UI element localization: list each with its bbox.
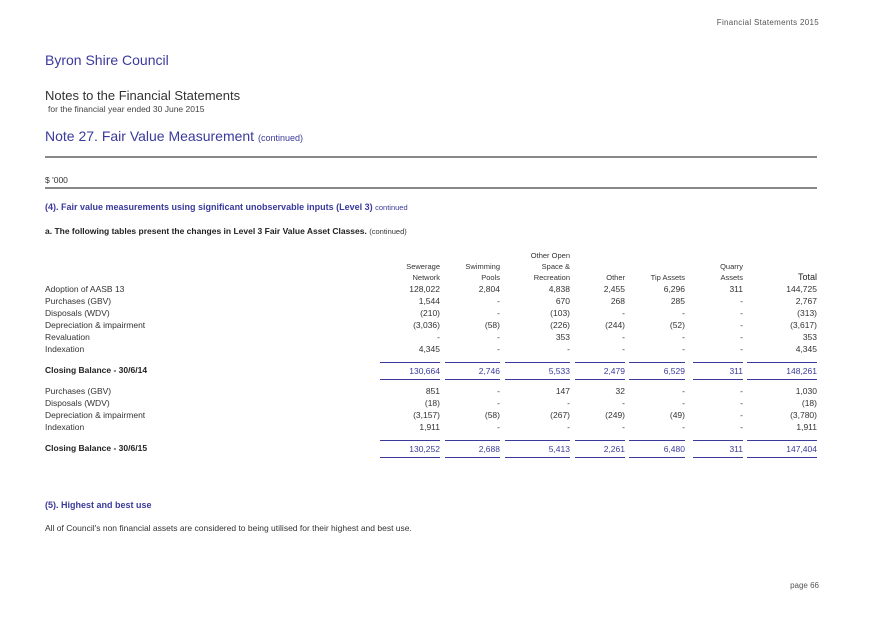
table-cell: (3,617) [790, 320, 817, 330]
table-cell: 2,804 [478, 284, 500, 294]
column-header-swimming [445, 247, 500, 283]
table-cell: - [740, 398, 743, 408]
subsection-a-continued: (continued) [369, 227, 407, 236]
table-cell: (210) [420, 308, 440, 318]
table-cell: (49) [669, 410, 685, 420]
section-4-continued: continued [375, 203, 408, 212]
table-row [45, 319, 817, 331]
table-cell: 148,261 [747, 362, 817, 380]
row-label: Purchases (GBV) [45, 296, 112, 306]
subsection-a-title: a. The following tables present the changes in Level 3 Fair Value Asset Classes. [45, 226, 367, 236]
table-cell: 268 [610, 296, 625, 306]
table-row [45, 397, 817, 409]
divider-top [45, 156, 817, 158]
table-cell: 311 [693, 440, 743, 458]
table-cell: - [497, 422, 500, 432]
table-row [45, 295, 817, 307]
table-row [45, 385, 817, 397]
table-cell: 851 [425, 386, 440, 396]
table-cell: - [567, 422, 570, 432]
row-label: Disposals (WDV) [45, 308, 110, 318]
table-cell: - [682, 332, 685, 342]
table-cell: (103) [550, 308, 570, 318]
table-cell: 2,688 [445, 440, 500, 458]
table-cell: 5,413 [505, 440, 570, 458]
table-cell: - [682, 308, 685, 318]
table-row [45, 307, 817, 319]
units-label: $ '000 [45, 175, 68, 185]
table-cell: - [740, 320, 743, 330]
table-cell: 130,252 [380, 440, 440, 458]
header-line: Assets [720, 273, 743, 282]
table-cell: (58) [484, 320, 500, 330]
column-header-open-space [505, 247, 570, 283]
table-row [45, 409, 817, 421]
table-row [45, 283, 817, 295]
note-heading [45, 128, 303, 144]
notes-subtitle: for the financial year ended 30 June 2015 [48, 104, 205, 114]
header-line: Swimming [465, 262, 500, 271]
notes-title: Notes to the Financial Statements [45, 88, 241, 103]
table-cell: - [497, 296, 500, 306]
table-cell: (244) [605, 320, 625, 330]
header-line: Tip Assets [650, 273, 685, 282]
highest-best-use-text: All of Council's non financial assets are considered to being utilised for their highest and best use. [45, 523, 412, 533]
table-cell: 4,345 [418, 344, 440, 354]
table-cell: - [497, 386, 500, 396]
table-cell: (267) [550, 410, 570, 420]
table-cell: - [437, 332, 440, 342]
table-cell: 1,544 [418, 296, 440, 306]
divider-units [45, 187, 817, 189]
row-label: Depreciation & impairment [45, 320, 146, 330]
section-4-heading [45, 202, 408, 212]
closing-balance-row-2015 [45, 440, 817, 456]
note-continued: (continued) [257, 133, 303, 143]
table-cell: (313) [797, 308, 817, 318]
closing-balance-row-2014 [45, 362, 817, 378]
table-cell: 311 [729, 284, 743, 294]
table-cell: - [567, 344, 570, 354]
header-line: Other [606, 273, 625, 282]
table-cell: - [740, 332, 743, 342]
section-5-heading: (5). Highest and best use [45, 500, 152, 510]
header-line: Recreation [533, 273, 570, 282]
table-cell: 2,746 [445, 362, 500, 380]
table-cell: - [497, 308, 500, 318]
section-4-title: (4). Fair value measurements using significant unobservable inputs (Level 3) [45, 202, 373, 212]
table-cell: 32 [615, 386, 625, 396]
header-line: Pools [481, 273, 500, 282]
row-label: Closing Balance - 30/6/14 [45, 365, 148, 375]
table-cell: - [497, 344, 500, 354]
table-cell: - [497, 398, 500, 408]
table-cell: (18) [424, 398, 440, 408]
table-cell: - [682, 386, 685, 396]
table-cell: - [740, 344, 743, 354]
table-cell: - [740, 386, 743, 396]
document-header-title: Financial Statements 2015 [716, 18, 819, 27]
table-cell: 1,911 [796, 422, 817, 432]
table-cell: - [740, 410, 743, 420]
table-cell: 285 [670, 296, 685, 306]
table-cell: 670 [555, 296, 570, 306]
row-label: Purchases (GBV) [45, 386, 112, 396]
table-cell: 1,911 [419, 422, 440, 432]
table-cell: 147 [555, 386, 570, 396]
table-cell: (18) [801, 398, 817, 408]
row-label: Depreciation & impairment [45, 410, 146, 420]
table-cell: (3,780) [790, 410, 817, 420]
table-cell: 6,529 [629, 362, 685, 380]
table-cell: 1,030 [795, 386, 817, 396]
table-cell: 147,404 [747, 440, 817, 458]
table-cell: - [682, 422, 685, 432]
table-cell: 128,022 [409, 284, 440, 294]
table-cell: (58) [484, 410, 500, 420]
table-row [45, 421, 817, 433]
table-cell: 2,767 [795, 296, 817, 306]
table-cell: - [682, 398, 685, 408]
header-line: Sewerage [406, 262, 440, 271]
page-number: page 66 [790, 581, 819, 590]
column-header-other [575, 247, 625, 283]
table-cell: - [622, 344, 625, 354]
header-line: Network [412, 273, 440, 282]
header-line: Other Open [530, 251, 570, 260]
council-name: Byron Shire Council [45, 52, 169, 68]
table-cell: 2,261 [575, 440, 625, 458]
table-cell: - [622, 308, 625, 318]
table-cell: - [622, 332, 625, 342]
table-header [45, 247, 817, 283]
table-cell: 2,455 [603, 284, 625, 294]
table-cell: 4,345 [795, 344, 817, 354]
table-cell: 6,480 [629, 440, 685, 458]
table-cell: (52) [669, 320, 685, 330]
level3-asset-table [45, 247, 817, 456]
table-cell: - [567, 398, 570, 408]
header-line: Space & [541, 262, 570, 271]
table-cell: (249) [605, 410, 625, 420]
table-cell: - [740, 308, 743, 318]
table-cell: - [622, 422, 625, 432]
column-header-quarry [693, 247, 743, 283]
column-header-total [747, 247, 817, 283]
note-heading-text: Note 27. Fair Value Measurement [45, 128, 255, 144]
table-cell: - [682, 344, 685, 354]
table-cell: - [622, 398, 625, 408]
row-label: Adoption of AASB 13 [45, 284, 125, 294]
table-cell: 5,533 [505, 362, 570, 380]
table-cell: 4,838 [548, 284, 570, 294]
table-cell: (3,157) [413, 410, 440, 420]
table-cell: - [740, 422, 743, 432]
table-row [45, 331, 817, 343]
table-cell: 6,296 [663, 284, 685, 294]
table-cell: (226) [550, 320, 570, 330]
table-cell: 130,664 [380, 362, 440, 380]
table-cell: (3,036) [413, 320, 440, 330]
table-cell: 311 [693, 362, 743, 380]
table-cell: - [740, 296, 743, 306]
row-label: Disposals (WDV) [45, 398, 110, 408]
table-cell: 353 [802, 332, 817, 342]
column-header-tip-assets [629, 247, 685, 283]
subsection-a-heading [45, 226, 407, 236]
header-line: Quarry [720, 262, 743, 271]
row-label: Indexation [45, 344, 85, 354]
column-header-sewerage [380, 247, 440, 283]
header-line: Total [797, 272, 817, 282]
table-cell: 144,725 [786, 284, 817, 294]
row-label: Indexation [45, 422, 85, 432]
table-cell: - [497, 332, 500, 342]
row-label: Closing Balance - 30/6/15 [45, 443, 148, 453]
table-row [45, 343, 817, 355]
table-cell: 353 [555, 332, 570, 342]
row-label: Revaluation [45, 332, 90, 342]
table-cell: 2,479 [575, 362, 625, 380]
